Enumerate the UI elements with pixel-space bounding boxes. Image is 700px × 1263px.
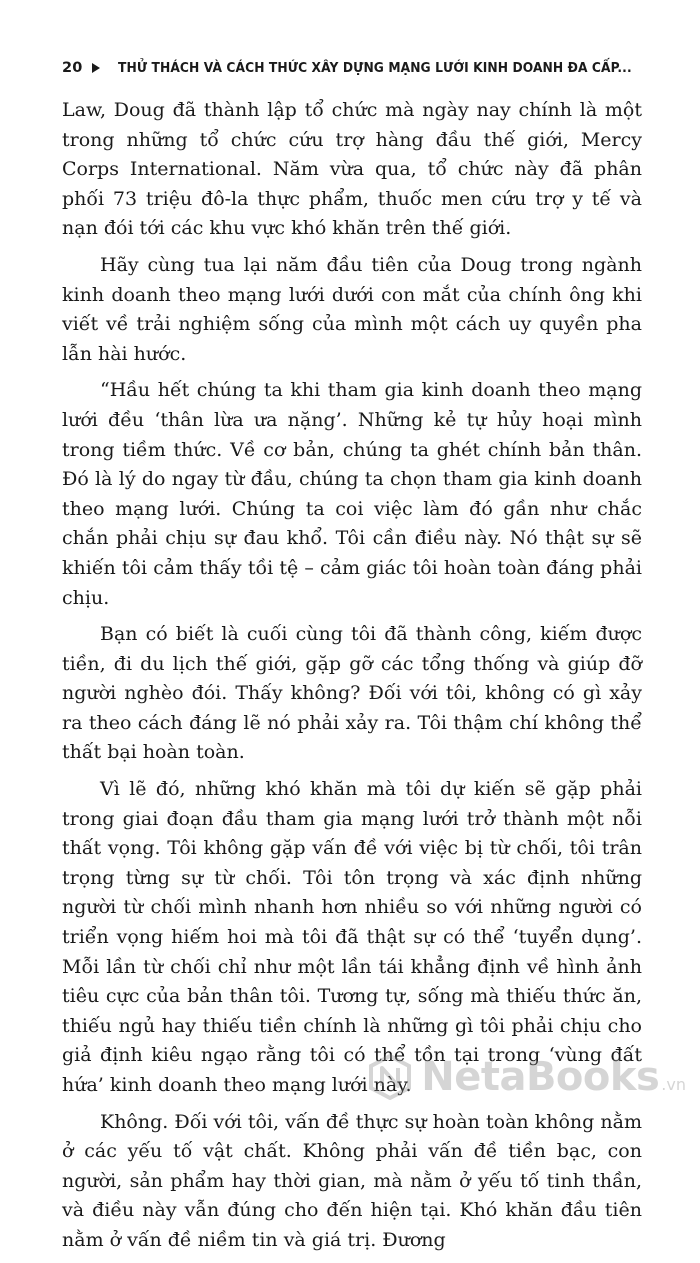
triangle-right-icon [92, 63, 100, 73]
page-number: 20 [62, 60, 83, 76]
paragraph: Hãy cùng tua lại năm đầu tiên của Doug trong ngành kinh doanh theo mạng lưới dưới con mắt của chính ông khi viết về trải nghiệm sống của mình một cách uy quyền pha lẫn hài hước. [62, 253, 642, 365]
watermark-tld: .vn [661, 1075, 686, 1094]
paragraph: Law, Doug đã thành lập tổ chức mà ngày nay chính là một trong những tổ chức cứu trợ hàng đầu thế giới, Mercy Corps International. Năm vừa qua, tổ chức này đã phân phối 73 triệu đô-la thực phẩm, thuốc men cứu trợ y tế và nạn đói tới các khu vực khó khăn trên thế giới. [62, 99, 642, 240]
body-text [62, 96, 642, 1263]
running-header [62, 56, 662, 80]
paragraph: Bạn có biết là cuối cùng tôi đã thành công, kiếm được tiền, đi du lịch thế giới, gặp gỡ các tổng thống và giúp đỡ người nghèo đói. Thấy không? Đối với tôi, không có gì xảy ra theo cách đáng lẽ nó phải xảy ra. Tôi thậm chí không thể thất bại hoàn toàn. [62, 623, 642, 764]
paragraph: “Hầu hết chúng ta khi tham gia kinh doanh theo mạng lưới đều ‘thân lừa ưa nặng’. Những kẻ tự hủy hoại mình trong tiềm thức. Về cơ bản, chúng ta ghét chính bản thân. Đó là lý do ngay từ đầu, chúng ta chọn tham gia kinh doanh theo mạng lưới. Chúng ta coi việc làm đó gần như chắc chắn phải chịu sự đau khổ. Tôi cần điều này. Nó thật sự sẽ khiến tôi cảm thấy tồi tệ – cảm giác tôi hoàn toàn đáng phải chịu. [62, 379, 642, 609]
running-title: THỬ THÁCH VÀ CÁCH THỨC XÂY DỰNG MẠNG LƯỚI KINH DOANH ĐA CẤP... [118, 60, 633, 76]
paragraph: Vì lẽ đó, những khó khăn mà tôi dự kiến sẽ gặp phải trong giai đoạn đầu tham gia mạng lưới trở thành một nỗi thất vọng. Tôi không gặp vấn đề với việc bị từ chối, tôi trân trọng từng sự từ chối. Tôi tôn trọng và xác định những người từ chối mình nhanh hơn nhiều so với những người có triển vọng hiếm hoi mà tôi đã thật sự có thể ‘tuyển dụng’. Mỗi lần từ chối chỉ như một lần tái khẳng định về hình ảnh tiêu cực của bản thân tôi. Tương tự, sống mà thiếu thức ăn, thiếu ngủ hay thiếu tiền chính là những gì tôi phải chịu cho giả định kiêu ngạo rằng tôi có thể tồn tại trong ‘vùng đất hứa’ kinh doanh theo mạng lưới này. [62, 778, 642, 1096]
watermark-brand: NetaBooks [421, 1054, 660, 1100]
paragraph: Không. Đối với tôi, vấn đề thực sự hoàn toàn không nằm ở các yếu tố vật chất. Không phải vấn đề tiền bạc, con người, sản phẩm hay thời gian, mà nằm ở yếu tố tinh thần, và điều này vẫn đúng cho đến hiện tại. Khó khăn đầu tiên nằm ở vấn đề niềm tin và giá trị. Đương [62, 1110, 642, 1251]
